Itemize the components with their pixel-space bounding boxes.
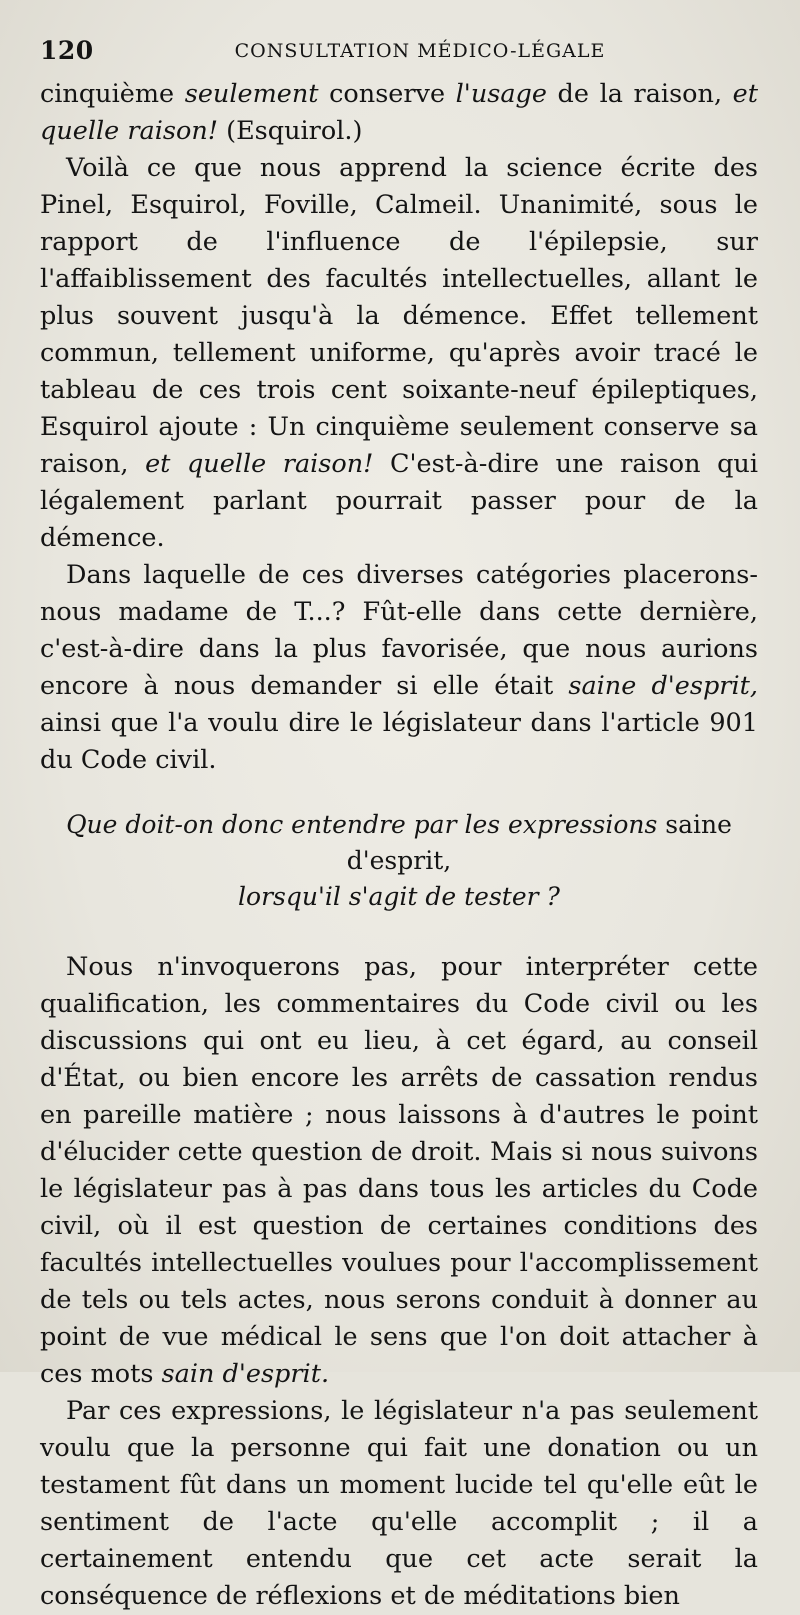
text-segment: Par ces expressions, le législateur n'a pas seulement voulu que la personne qui fait une donation ou un testament fût dans un moment lucide tel qu'elle eût le sentiment de l'acte qu'elle accomplit ; il a certainement entendu que cet acte serait la conséquence de réflexions et de méditations bien xyxy=(40,1396,758,1611)
text-segment: conserve xyxy=(318,79,456,109)
italic-text-segment: saine d'esprit, xyxy=(568,671,758,701)
paragraph-esquirol xyxy=(40,150,758,557)
paragraph-interpretation xyxy=(40,949,758,1393)
section-heading-italic-part: Que doit-on donc entendre par les expressions xyxy=(66,810,658,839)
text-segment: de la raison, xyxy=(546,79,733,109)
text-segment: C'est-à-dire une raison qui légalement parlant pourrait passer pour de la démence. xyxy=(40,449,759,553)
paragraph-legislateur xyxy=(40,1393,758,1615)
text-segment: ainsi que l'a voulu dire le législateur dans l'article 901 du Code civil. xyxy=(40,708,758,775)
paragraph-madame-de-t xyxy=(40,557,758,779)
italic-text-segment: et quelle raison! xyxy=(145,449,374,479)
section-heading-line-2 xyxy=(40,879,758,915)
italic-text-segment: et quelle raison! xyxy=(40,79,758,146)
section-heading-roman-part: saine d'esprit, xyxy=(346,810,732,875)
text-segment: (Esquirol.) xyxy=(218,116,363,146)
text-segment: cinquième xyxy=(40,79,185,109)
italic-text-segment: seulement xyxy=(184,79,319,109)
italic-text-segment: l'usage xyxy=(455,79,547,109)
text-segment: Dans laquelle de ces diverses catégories placerons-nous madame de T...? Fût-elle dans cette dernière, c'est-à-dire dans la plus favorisée, que nous aurions encore à nous demander si elle était xyxy=(40,560,758,701)
text-segment: Nous n'invoquerons pas, pour interpréter cette qualification, les commentaires du Code civil ou les discussions qui ont eu lieu, à cet égard, au conseil d'État, ou bien encore les arrêts de cassation rendus en pareille matière ; nous laissons à d'autres le point d'élucider cette question de droit. Mais si nous suivons le législateur pas à pas dans tous les articles du Code civil, où il est question de certaines conditions des facultés intellectuelles voulues pour l'accomplissement de tels ou tels actes, nous serons conduit à donner au point de vue médical le sens que l'on doit attacher à ces mots xyxy=(40,952,758,1389)
text-segment: Voilà ce que nous apprend la science écrite des Pinel, Esquirol, Foville, Calmeil. Unanimité, sous le rapport de l'influence de l'épilepsie, sur l'affaiblissement des facultés intellectuelles, allant le plus souvent jusqu'à la démence. Effet tellement commun, tellement uniforme, qu'après avoir tracé le tableau de ces trois cent soixante-neuf épileptiques, Esquirol ajoute : Un cinquième seulement conserve sa raison, xyxy=(40,153,758,479)
paragraph-continuation xyxy=(40,76,758,150)
page-header xyxy=(40,36,760,68)
page-number: 120 xyxy=(40,36,94,65)
section-heading-line-2-text: lorsqu'il s'agit de tester ? xyxy=(238,882,560,911)
running-head: CONSULTATION MÉDICO-LÉGALE xyxy=(234,40,606,62)
italic-text-segment: sain d'esprit. xyxy=(161,1359,330,1389)
section-heading xyxy=(40,807,758,915)
page-body xyxy=(40,76,758,1615)
section-heading-line-1 xyxy=(40,807,758,879)
